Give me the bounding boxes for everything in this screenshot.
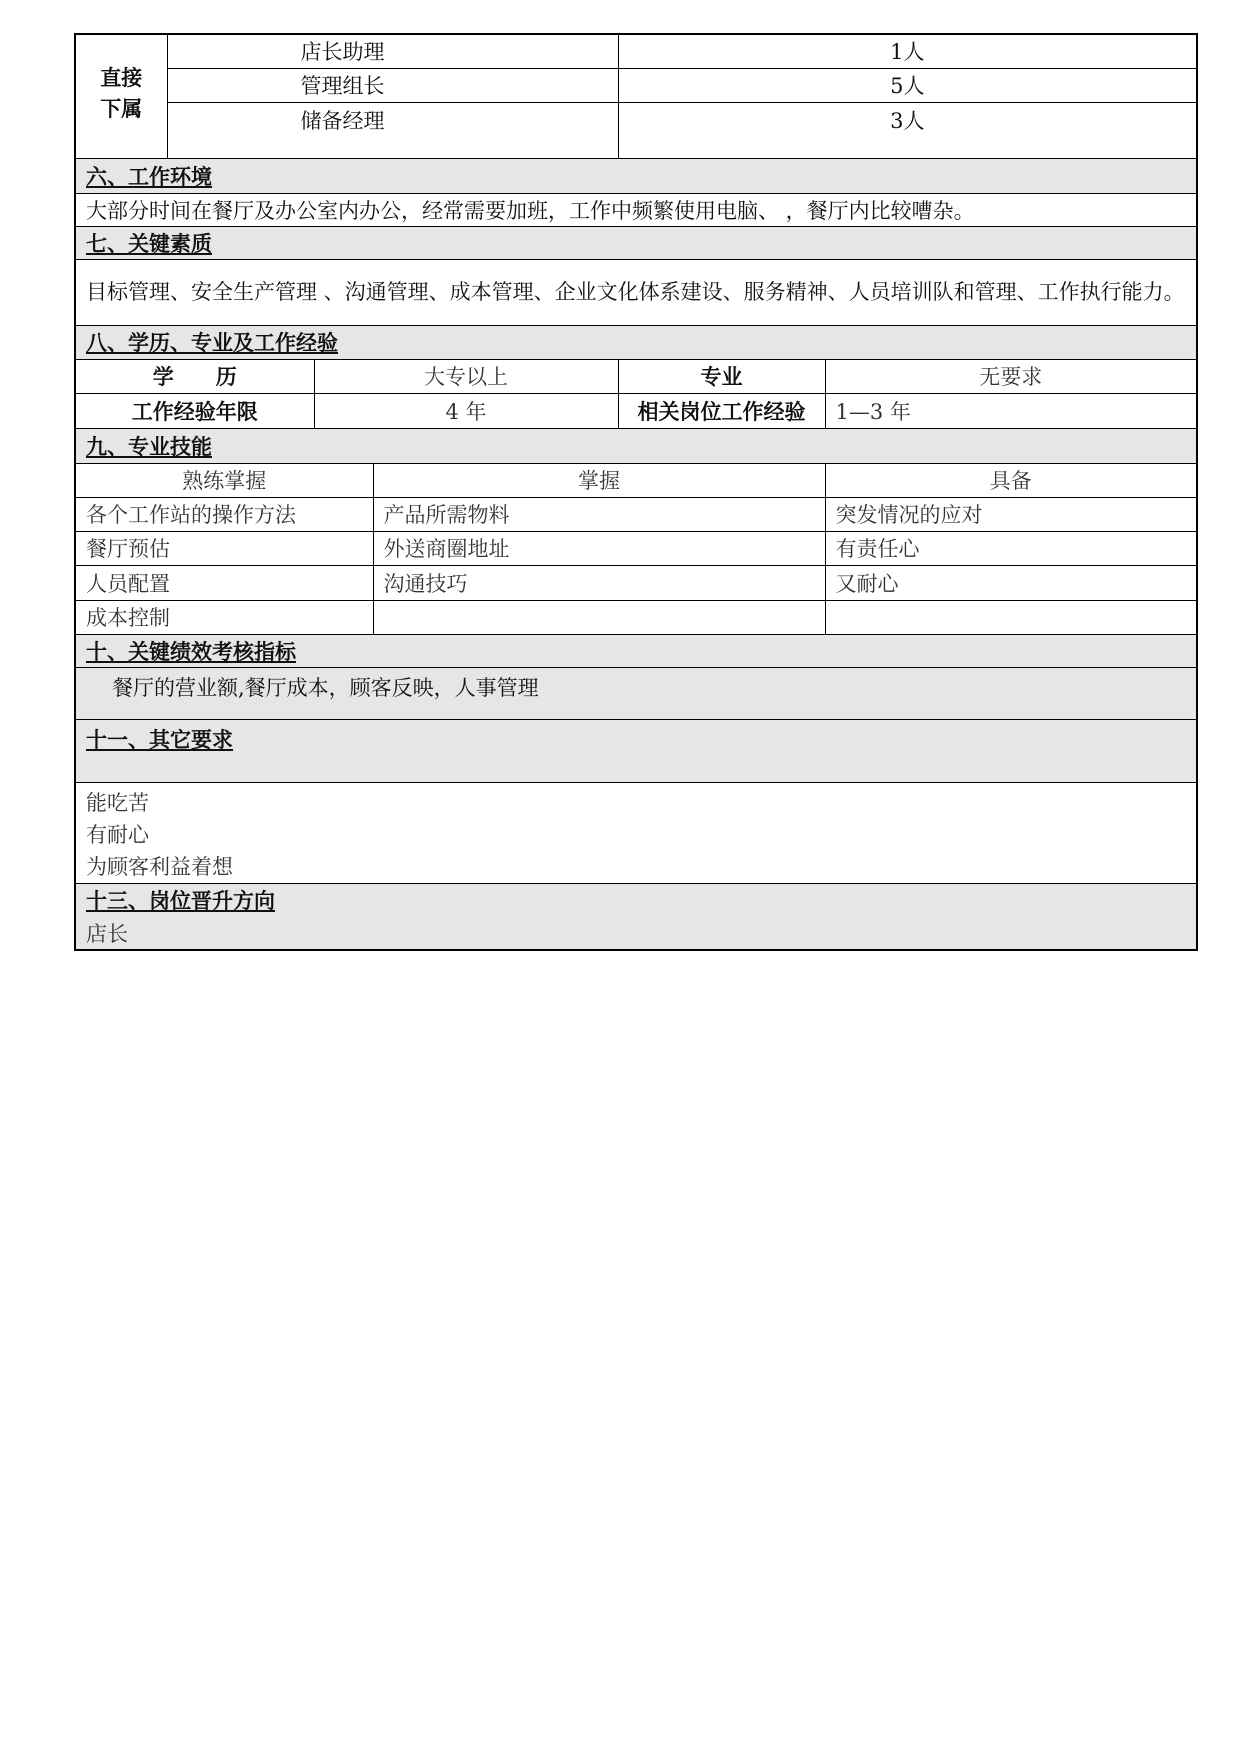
skill-cell xyxy=(825,600,1197,634)
subordinate-row xyxy=(75,102,1197,158)
list-item: 为顾客利益着想 xyxy=(86,854,233,879)
table-row xyxy=(75,497,1197,531)
list-item: 有耐心 xyxy=(86,822,149,847)
years-value: 4 年 xyxy=(314,393,618,428)
table-row xyxy=(75,600,1197,634)
subordinate-count: 5人 xyxy=(618,68,1197,102)
skill-cell: 外送商圈地址 xyxy=(373,531,825,565)
related-experience-value: 1—3 年 xyxy=(825,393,1197,428)
skill-cell: 产品所需物料 xyxy=(373,497,825,531)
section11-list xyxy=(75,782,1197,883)
skill-cell: 各个工作站的操作方法 xyxy=(75,497,373,531)
table-row xyxy=(75,531,1197,565)
skills-header-row xyxy=(75,463,1197,497)
subordinates-label-text: 直接下属 xyxy=(100,66,143,121)
section11-title xyxy=(75,719,1197,782)
section-header xyxy=(75,226,1197,259)
section13-title-text: 十三、岗位晋升方向 xyxy=(86,889,275,914)
section13-title xyxy=(75,883,1197,917)
skills-header-possess: 具备 xyxy=(825,463,1197,497)
skill-cell: 人员配置 xyxy=(75,565,373,600)
job-description-table xyxy=(74,33,1198,951)
section7-title xyxy=(75,226,1197,259)
major-label: 专业 xyxy=(618,359,825,393)
skill-cell: 有责任心 xyxy=(825,531,1197,565)
subordinate-count: 3人 xyxy=(618,102,1197,158)
subordinate-position: 店长助理 xyxy=(167,34,618,68)
subordinate-position: 储备经理 xyxy=(167,102,618,158)
section7-title-text: 七、关键素质 xyxy=(86,231,212,256)
section6-title-text: 六、工作环境 xyxy=(86,164,212,189)
education-value: 大专以上 xyxy=(314,359,618,393)
major-value: 无要求 xyxy=(825,359,1197,393)
skills-header-master: 掌握 xyxy=(373,463,825,497)
section6-title xyxy=(75,158,1197,193)
subordinate-position: 管理组长 xyxy=(167,68,618,102)
section-header xyxy=(75,719,1197,782)
section9-title-text: 九、专业技能 xyxy=(86,434,212,459)
section11-title-text: 十一、其它要求 xyxy=(86,727,233,752)
related-experience-label: 相关岗位工作经验 xyxy=(618,393,825,428)
list-item: 能吃苦 xyxy=(86,790,149,815)
section10-content: 餐厅的营业额,餐厅成本，顾客反映，人事管理 xyxy=(75,667,1197,719)
skill-cell: 沟通技巧 xyxy=(373,565,825,600)
skill-cell: 成本控制 xyxy=(75,600,373,634)
section9-title xyxy=(75,428,1197,463)
subordinate-row xyxy=(75,68,1197,102)
skill-cell xyxy=(373,600,825,634)
education-label: 学 历 xyxy=(75,359,314,393)
section13-content: 店长 xyxy=(75,917,1197,950)
years-label: 工作经验年限 xyxy=(75,393,314,428)
section7-content: 目标管理、安全生产管理 、沟通管理、成本管理、企业文化体系建设、服务精神、人员培训队和管理、工作执行能力。 xyxy=(75,259,1197,325)
section-header xyxy=(75,428,1197,463)
section6-content: 大部分时间在餐厅及办公室内办公，经常需要加班，工作中频繁使用电脑、 ，餐厅内比较嘈杂。 xyxy=(75,193,1197,226)
section8-title xyxy=(75,325,1197,359)
section-header xyxy=(75,634,1197,667)
skill-cell: 又耐心 xyxy=(825,565,1197,600)
subordinate-row xyxy=(75,34,1197,68)
subordinate-count: 1人 xyxy=(618,34,1197,68)
skill-cell: 突发情况的应对 xyxy=(825,497,1197,531)
section-header xyxy=(75,883,1197,917)
table-row xyxy=(75,565,1197,600)
skills-header-proficient: 熟练掌握 xyxy=(75,463,373,497)
section10-title-text: 十、关键绩效考核指标 xyxy=(86,639,296,664)
subordinates-label xyxy=(75,34,167,158)
skill-cell: 餐厅预估 xyxy=(75,531,373,565)
section10-title xyxy=(75,634,1197,667)
section8-title-text: 八、学历、专业及工作经验 xyxy=(86,331,338,355)
section-header xyxy=(75,158,1197,193)
section-header xyxy=(75,325,1197,359)
